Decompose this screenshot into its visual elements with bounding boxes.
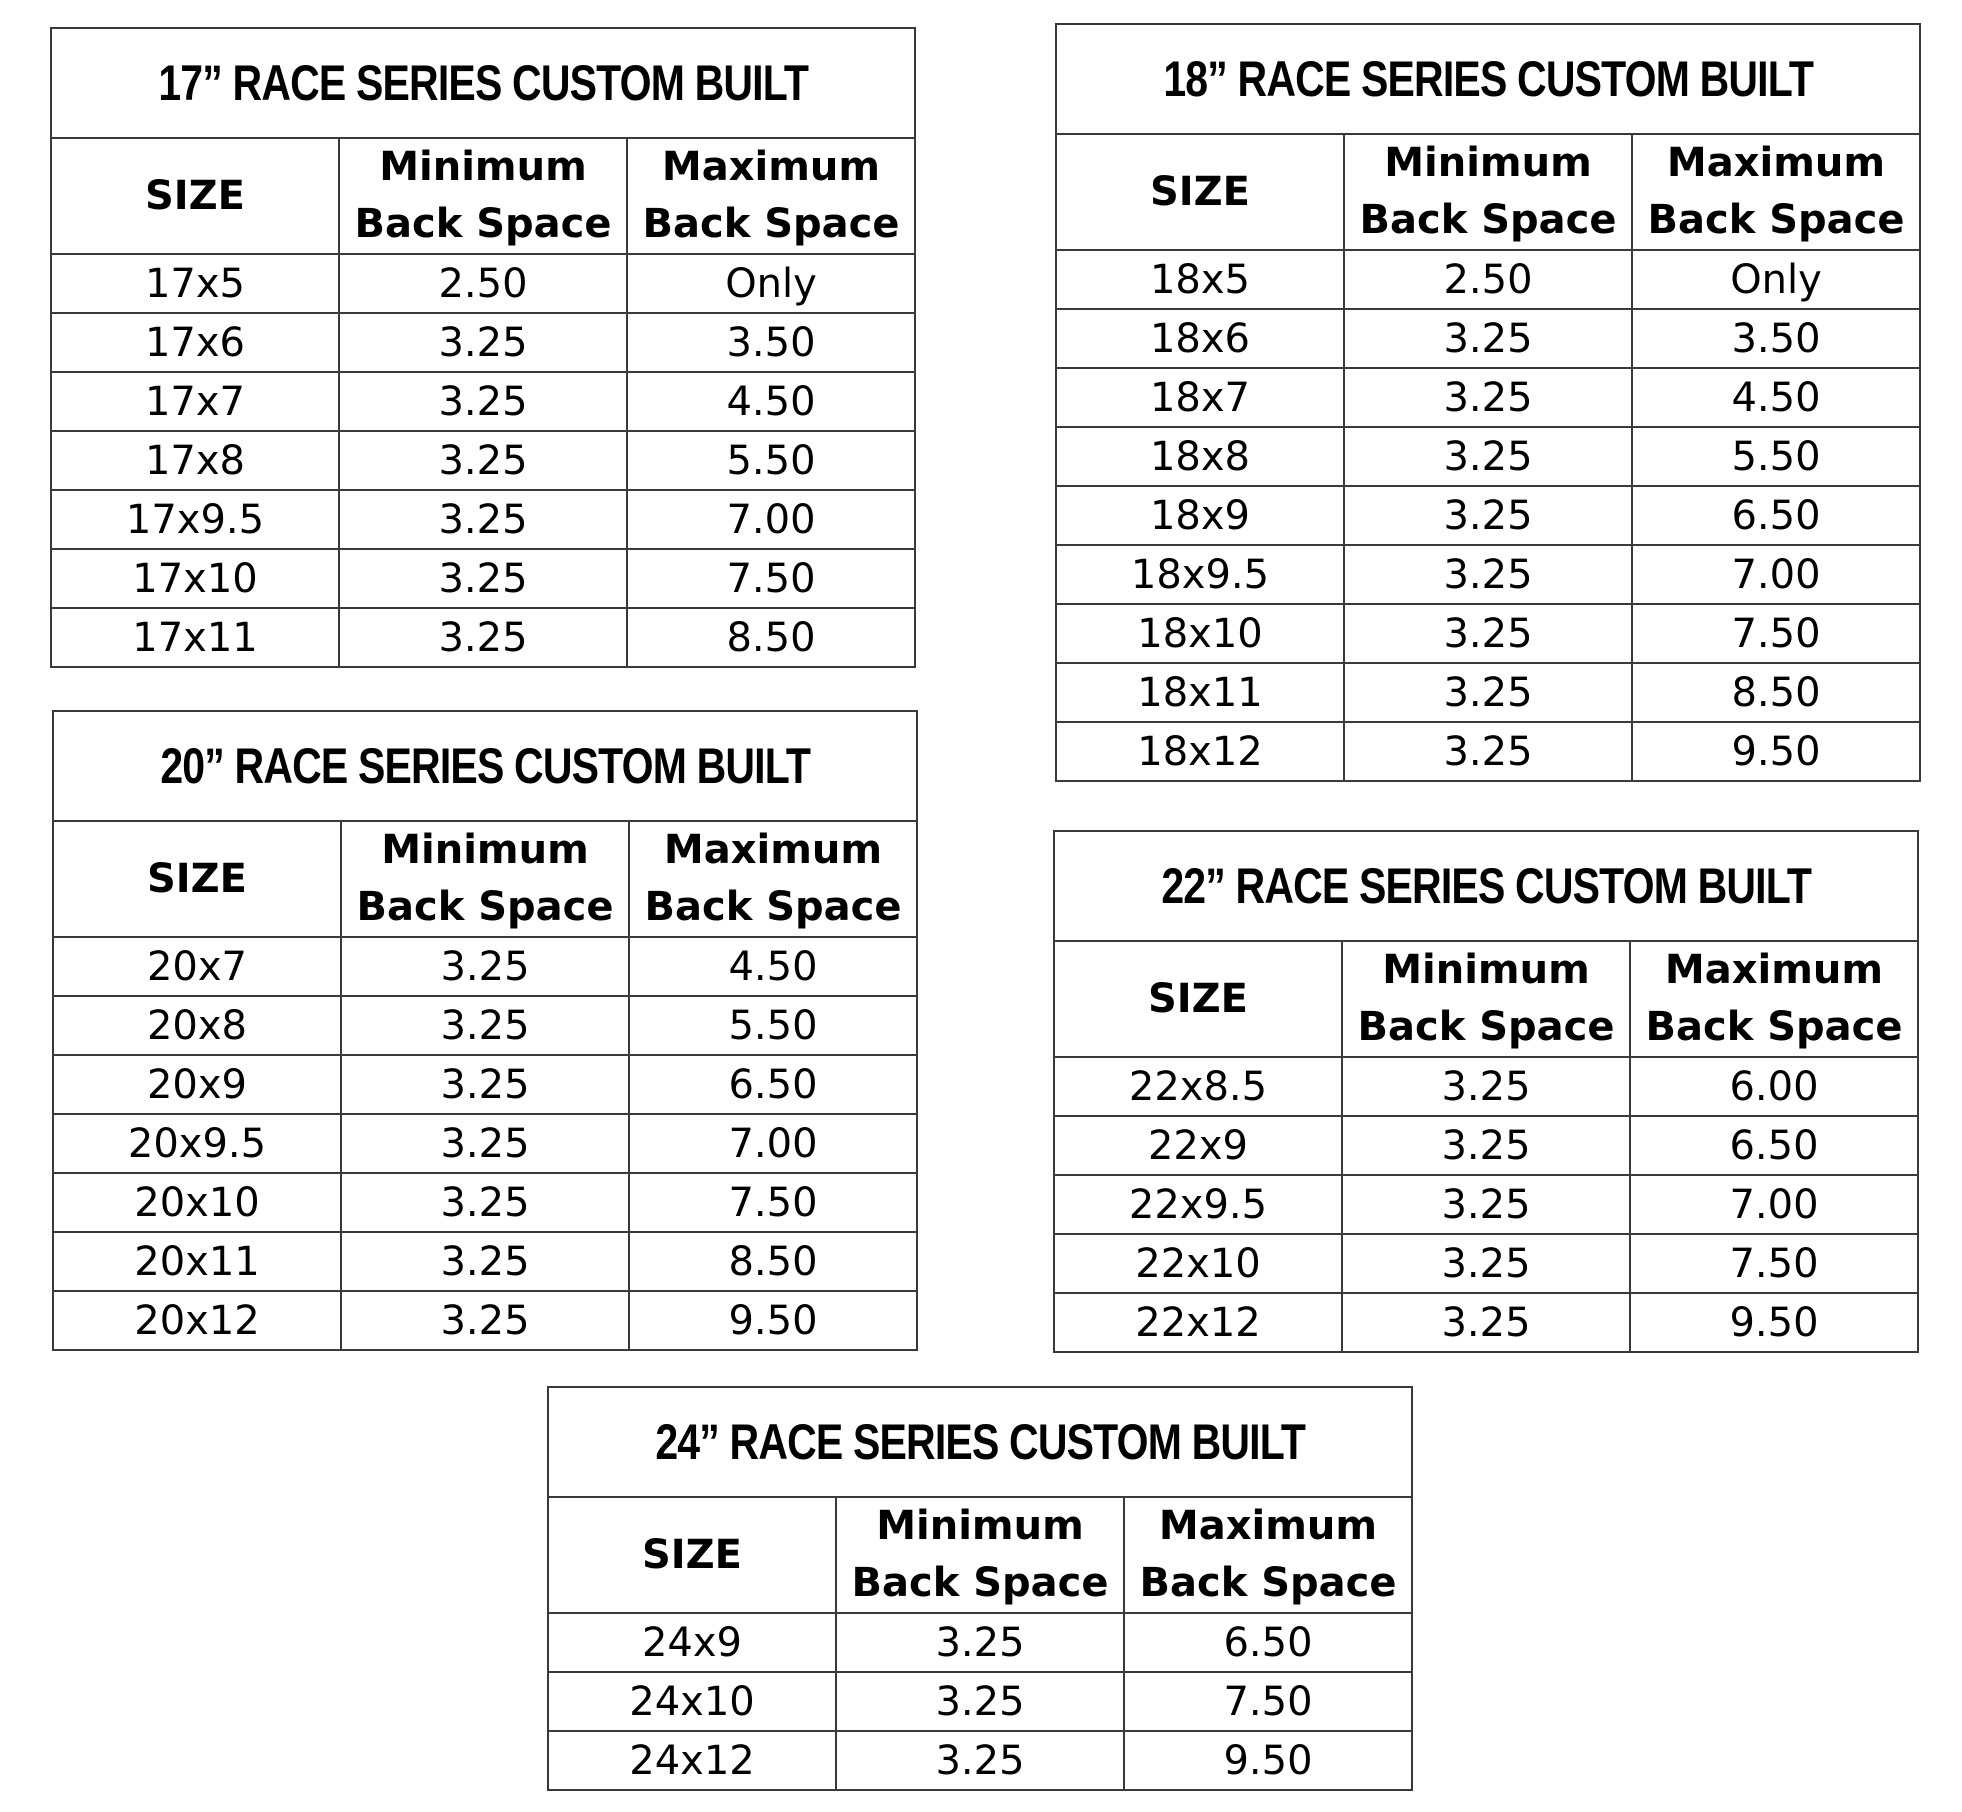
size-cell: 20x9 [53,1055,341,1114]
size-cell: 17x6 [51,313,339,372]
table-24-inch [547,1386,1413,1791]
header-label: SIZE [146,855,248,902]
header-label: Maximum [1664,947,1884,993]
maximum-back-space-cell: 4.50 [627,372,915,431]
header-label: Back Space [644,884,902,930]
header-label: SIZE [144,172,246,219]
maximum-back-space-cell: 9.50 [1630,1293,1918,1352]
minimum-back-space-cell: 2.50 [1344,250,1632,309]
size-cell: 20x11 [53,1232,341,1291]
size-cell: 18x5 [1056,250,1344,309]
minimum-back-space-cell: 3.25 [1342,1057,1630,1116]
table-row [548,1731,1412,1790]
maximum-back-space-cell: 7.50 [627,549,915,608]
size-cell: 22x9.5 [1054,1175,1342,1234]
minimum-back-space-cell: 3.25 [1344,368,1632,427]
table-row [53,1114,917,1173]
table-17-inch [50,27,916,668]
header-label: Maximum [663,827,883,873]
size-cell: 24x9 [548,1613,836,1672]
size-cell: 17x7 [51,372,339,431]
maximum-back-space-cell: 9.50 [1124,1731,1412,1790]
maximum-back-space-cell: 8.50 [629,1232,917,1291]
maximum-back-space-cell: Only [627,254,915,313]
minimum-back-space-cell: 3.25 [1344,309,1632,368]
minimum-back-space-cell: 3.25 [339,608,627,667]
column-header-maximum [1124,1497,1412,1613]
column-header-maximum [1630,941,1918,1057]
size-cell: 17x9.5 [51,490,339,549]
maximum-back-space-cell: 6.00 [1630,1057,1918,1116]
header-label: Back Space [1359,197,1617,243]
table-row [1054,1293,1918,1352]
table-body [53,937,917,1350]
column-header-minimum [339,138,627,254]
maximum-back-space-cell: 7.50 [1632,604,1920,663]
header-label: Back Space [1139,1560,1397,1606]
size-cell: 20x10 [53,1173,341,1232]
table-row [53,1291,917,1350]
maximum-back-space-cell: 7.00 [627,490,915,549]
header-label: Back Space [1645,1004,1903,1050]
minimum-back-space-cell: 3.25 [1342,1175,1630,1234]
minimum-back-space-cell: 3.25 [339,431,627,490]
minimum-back-space-cell: 3.25 [1344,722,1632,781]
table-row [1054,1116,1918,1175]
minimum-back-space-cell: 3.25 [1344,604,1632,663]
minimum-back-space-cell: 3.25 [341,1055,629,1114]
minimum-back-space-cell: 3.25 [1344,663,1632,722]
size-cell: 20x8 [53,996,341,1055]
size-cell: 18x8 [1056,427,1344,486]
maximum-back-space-cell: 6.50 [629,1055,917,1114]
column-header-maximum [1632,134,1920,250]
table-title-text: 22” RACE SERIES CUSTOM BUILT [1161,858,1811,914]
maximum-back-space-cell: 8.50 [627,608,915,667]
header-label: Maximum [1666,140,1886,186]
table-row [53,1055,917,1114]
column-header-size [1056,134,1344,250]
size-cell: 17x5 [51,254,339,313]
table-row [1054,1175,1918,1234]
table-row [53,937,917,996]
table-row [51,313,915,372]
table-row [51,549,915,608]
table-row [1056,250,1920,309]
minimum-back-space-cell: 3.25 [341,1114,629,1173]
table-row [1056,486,1920,545]
size-cell: 22x10 [1054,1234,1342,1293]
column-header-size [51,138,339,254]
minimum-back-space-cell: 3.25 [341,1173,629,1232]
maximum-back-space-cell: 6.50 [1632,486,1920,545]
maximum-back-space-cell: 7.00 [1632,545,1920,604]
header-label: Back Space [851,1560,1109,1606]
header-label: Back Space [642,201,900,247]
table-row [53,1232,917,1291]
size-cell: 24x12 [548,1731,836,1790]
table-body [1054,1057,1918,1352]
header-label: SIZE [1149,168,1251,215]
header-label: Back Space [1647,197,1905,243]
column-header-maximum [629,821,917,937]
maximum-back-space-cell: 7.50 [629,1173,917,1232]
minimum-back-space-cell: 3.25 [339,490,627,549]
minimum-back-space-cell: 2.50 [339,254,627,313]
minimum-back-space-cell: 3.25 [836,1613,1124,1672]
table-row [1056,368,1920,427]
table-row [51,372,915,431]
minimum-back-space-cell: 3.25 [341,1291,629,1350]
size-cell: 20x12 [53,1291,341,1350]
header-label: SIZE [1147,975,1249,1022]
table-row [1056,722,1920,781]
size-cell: 18x11 [1056,663,1344,722]
size-cell: 20x9.5 [53,1114,341,1173]
table-row [51,608,915,667]
table-row [51,490,915,549]
minimum-back-space-cell: 3.25 [339,372,627,431]
maximum-back-space-cell: Only [1632,250,1920,309]
maximum-back-space-cell: 5.50 [1632,427,1920,486]
column-header-minimum [836,1497,1124,1613]
size-cell: 17x10 [51,549,339,608]
column-header-minimum [341,821,629,937]
size-cell: 18x9 [1056,486,1344,545]
maximum-back-space-cell: 4.50 [1632,368,1920,427]
size-cell: 17x11 [51,608,339,667]
column-header-maximum [627,138,915,254]
column-header-size [53,821,341,937]
table-title [53,711,917,821]
header-label: Minimum [876,1503,1084,1549]
table-row [548,1672,1412,1731]
size-cell: 24x10 [548,1672,836,1731]
table-22-inch [1053,830,1919,1353]
minimum-back-space-cell: 3.25 [1344,486,1632,545]
table-row [1056,427,1920,486]
header-label: Maximum [1158,1503,1378,1549]
header-label: Back Space [1357,1004,1615,1050]
size-cell: 20x7 [53,937,341,996]
table-title [1056,24,1920,134]
maximum-back-space-cell: 7.50 [1630,1234,1918,1293]
minimum-back-space-cell: 3.25 [836,1731,1124,1790]
table-body [51,254,915,667]
table-row [1054,1234,1918,1293]
size-cell: 22x8.5 [1054,1057,1342,1116]
minimum-back-space-cell: 3.25 [836,1672,1124,1731]
minimum-back-space-cell: 3.25 [341,996,629,1055]
maximum-back-space-cell: 8.50 [1632,663,1920,722]
maximum-back-space-cell: 9.50 [629,1291,917,1350]
table-18-inch [1055,23,1921,782]
table-title-text: 24” RACE SERIES CUSTOM BUILT [655,1414,1305,1470]
size-cell: 22x9 [1054,1116,1342,1175]
minimum-back-space-cell: 3.25 [1342,1116,1630,1175]
size-cell: 18x10 [1056,604,1344,663]
table-row [53,1173,917,1232]
header-label: Minimum [379,144,587,190]
column-header-size [1054,941,1342,1057]
minimum-back-space-cell: 3.25 [339,313,627,372]
maximum-back-space-cell: 9.50 [1632,722,1920,781]
maximum-back-space-cell: 6.50 [1630,1116,1918,1175]
size-cell: 18x9.5 [1056,545,1344,604]
table-title-text: 20” RACE SERIES CUSTOM BUILT [160,738,810,794]
column-header-minimum [1344,134,1632,250]
maximum-back-space-cell: 6.50 [1124,1613,1412,1672]
maximum-back-space-cell: 3.50 [627,313,915,372]
table-row [53,996,917,1055]
maximum-back-space-cell: 3.50 [1632,309,1920,368]
size-cell: 22x12 [1054,1293,1342,1352]
table-title [51,28,915,138]
table-row [1054,1057,1918,1116]
header-label: Minimum [381,827,589,873]
maximum-back-space-cell: 7.00 [1630,1175,1918,1234]
minimum-back-space-cell: 3.25 [341,937,629,996]
table-row [1056,545,1920,604]
minimum-back-space-cell: 3.25 [1342,1234,1630,1293]
size-cell: 18x12 [1056,722,1344,781]
table-row [1056,309,1920,368]
table-title-text: 18” RACE SERIES CUSTOM BUILT [1163,51,1813,107]
table-body [1056,250,1920,781]
minimum-back-space-cell: 3.25 [1344,427,1632,486]
table-row [548,1613,1412,1672]
maximum-back-space-cell: 7.00 [629,1114,917,1173]
maximum-back-space-cell: 4.50 [629,937,917,996]
header-label: SIZE [641,1531,743,1578]
header-label: Minimum [1382,947,1590,993]
maximum-back-space-cell: 5.50 [627,431,915,490]
table-row [51,254,915,313]
maximum-back-space-cell: 7.50 [1124,1672,1412,1731]
size-cell: 17x8 [51,431,339,490]
column-header-minimum [1342,941,1630,1057]
table-title-text: 17” RACE SERIES CUSTOM BUILT [158,55,808,111]
table-title [548,1387,1412,1497]
size-cell: 18x6 [1056,309,1344,368]
minimum-back-space-cell: 3.25 [1342,1293,1630,1352]
table-20-inch [52,710,918,1351]
size-cell: 18x7 [1056,368,1344,427]
maximum-back-space-cell: 5.50 [629,996,917,1055]
table-row [51,431,915,490]
header-label: Maximum [661,144,881,190]
header-label: Back Space [356,884,614,930]
column-header-size [548,1497,836,1613]
minimum-back-space-cell: 3.25 [1344,545,1632,604]
table-row [1056,663,1920,722]
table-body [548,1613,1412,1790]
header-label: Back Space [354,201,612,247]
table-row [1056,604,1920,663]
header-label: Minimum [1384,140,1592,186]
table-title [1054,831,1918,941]
minimum-back-space-cell: 3.25 [339,549,627,608]
minimum-back-space-cell: 3.25 [341,1232,629,1291]
